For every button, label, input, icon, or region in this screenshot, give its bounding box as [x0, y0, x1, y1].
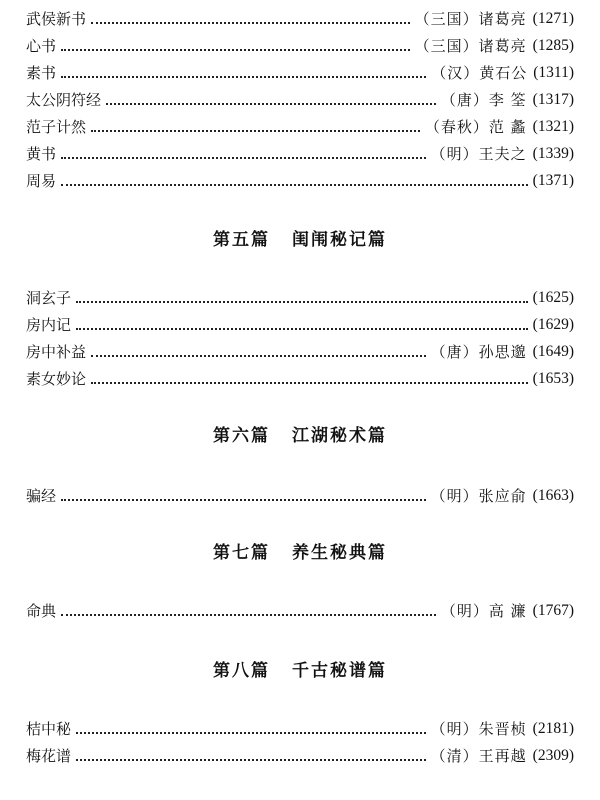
dot-leader	[61, 157, 426, 159]
entry-author: （明）王夫之	[430, 145, 527, 163]
entry-page: (1663)	[532, 487, 574, 504]
entry-title: 心书	[26, 37, 57, 55]
entry-title: 房内记	[26, 316, 72, 334]
toc-entry	[26, 341, 574, 363]
entry-title: 桔中秘	[26, 720, 72, 738]
entry-title: 洞玄子	[26, 289, 72, 307]
dot-leader	[61, 49, 410, 51]
entry-author: （三国）诸葛亮	[414, 10, 527, 28]
toc-entry	[26, 287, 574, 309]
entry-page: (2181)	[532, 720, 574, 737]
dot-leader	[76, 732, 426, 734]
dot-leader	[61, 76, 426, 78]
toc-entry	[26, 745, 574, 767]
entry-title: 周易	[26, 172, 57, 190]
dot-leader	[91, 22, 410, 24]
entry-title: 梅花谱	[26, 747, 72, 765]
toc-entry	[26, 8, 574, 30]
section-title: 闺闱秘记篇	[292, 230, 387, 250]
entry-author: （明）朱晋桢	[430, 720, 527, 738]
entry-page: (1629)	[532, 316, 574, 333]
entry-page: (1649)	[532, 343, 574, 360]
section-heading	[0, 228, 600, 252]
toc-entry	[26, 600, 574, 622]
section-heading	[0, 541, 600, 565]
toc-entry	[26, 62, 574, 84]
toc-entry	[26, 116, 574, 138]
entry-title: 太公阴符经	[26, 91, 102, 109]
entry-author: （三国）诸葛亮	[414, 37, 527, 55]
dot-leader	[91, 355, 426, 357]
dot-leader	[76, 328, 528, 330]
toc-entry	[26, 170, 574, 192]
section-title: 千古秘谱篇	[292, 661, 387, 681]
toc-entry	[26, 368, 574, 390]
entry-author: （春秋）范 蠡	[424, 118, 527, 136]
entry-page: (1625)	[532, 289, 574, 306]
entry-author: （汉）黄石公	[431, 64, 528, 82]
entry-author: （唐）李 筌	[440, 91, 527, 109]
entry-title: 房中补益	[26, 343, 87, 361]
dot-leader	[61, 614, 436, 616]
dot-leader	[91, 130, 420, 132]
section-title: 江湖秘术篇	[292, 426, 387, 446]
section-number: 第五篇	[213, 230, 270, 250]
dot-leader	[76, 759, 426, 761]
entry-author: （清）王再越	[430, 747, 527, 765]
toc-entry	[26, 35, 574, 57]
entry-author: （明）高 濂	[440, 602, 527, 620]
entry-page: (1285)	[532, 37, 574, 54]
entry-page: (1321)	[532, 118, 574, 135]
dot-leader	[61, 499, 426, 501]
entry-page: (1317)	[532, 91, 574, 108]
entry-title: 素女妙论	[26, 370, 87, 388]
dot-leader	[106, 103, 436, 105]
toc-entry	[26, 314, 574, 336]
entry-author: （唐）孙思邈	[430, 343, 527, 361]
entry-title: 黄书	[26, 145, 57, 163]
section-number: 第七篇	[213, 543, 270, 563]
dot-leader	[91, 382, 528, 384]
entry-title: 素书	[26, 64, 57, 82]
entry-title: 命典	[26, 602, 57, 620]
section-heading	[0, 659, 600, 683]
entry-title: 武侯新书	[26, 10, 87, 28]
toc-entry	[26, 89, 574, 111]
entry-title: 骗经	[26, 487, 57, 505]
entry-page: (1767)	[532, 602, 574, 619]
toc-entry	[26, 143, 574, 165]
dot-leader	[76, 301, 528, 303]
entry-title: 范子计然	[26, 118, 87, 136]
dot-leader	[61, 184, 528, 186]
entry-page: (1653)	[532, 370, 574, 387]
section-heading	[0, 424, 600, 448]
section-title: 养生秘典篇	[292, 543, 387, 563]
entry-page: (2309)	[532, 747, 574, 764]
entry-page: (1339)	[532, 145, 574, 162]
toc-entry	[26, 485, 574, 507]
toc-entry	[26, 718, 574, 740]
entry-page: (1271)	[532, 10, 574, 27]
section-number: 第六篇	[213, 426, 270, 446]
entry-author: （明）张应俞	[430, 487, 527, 505]
entry-page: (1311)	[533, 64, 574, 81]
section-number: 第八篇	[213, 661, 270, 681]
entry-page: (1371)	[532, 172, 574, 189]
